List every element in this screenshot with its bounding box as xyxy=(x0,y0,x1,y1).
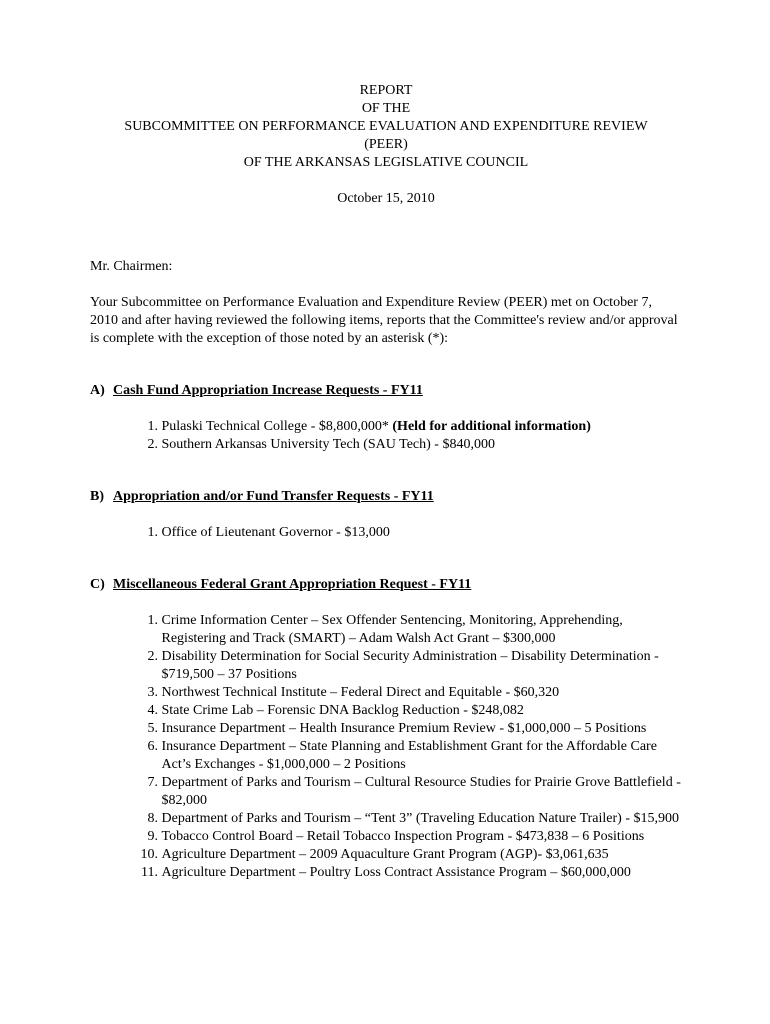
item-number: 1. xyxy=(147,613,158,628)
item-number: 6. xyxy=(147,739,158,754)
section-letter: C) xyxy=(90,577,105,592)
section-heading-a xyxy=(90,382,682,400)
item-number: 2. xyxy=(147,649,158,664)
item-text: Tobacco Control Board – Retail Tobacco Inspection Program - $473,838 – 6 Positions xyxy=(161,829,645,844)
item-text: Agriculture Department – 2009 Aquaculture Grant Program (AGP)- $3,061,635 xyxy=(161,847,609,862)
title-line-council: OF THE ARKANSAS LEGISLATIVE COUNCIL xyxy=(243,155,529,170)
item-text-wrap xyxy=(162,418,683,436)
section-heading-b xyxy=(90,488,682,506)
item-number: 4. xyxy=(147,703,158,718)
item-text: Department of Parks and Tourism – “Tent 3” (Traveling Education Nature Trailer) - $15,900 xyxy=(161,811,679,826)
item-note: (Held for additional information) xyxy=(388,419,591,434)
item-text: Crime Information Center – Sex Offender Sentencing, Monitoring, Apprehending, Registering and Track (SMART) – Adam Walsh Act Grant – $300,000 xyxy=(161,613,623,646)
section-c-list xyxy=(90,612,682,882)
list-item xyxy=(130,648,682,684)
section-heading-c xyxy=(90,576,682,594)
item-number: 11. xyxy=(141,865,158,880)
list-item xyxy=(130,738,682,774)
section-a-list xyxy=(90,418,682,454)
item-text: Northwest Technical Institute – Federal Direct and Equitable - $60,320 xyxy=(161,685,560,700)
item-text: Department of Parks and Tourism – Cultural Resource Studies for Prairie Grove Battlefield - $82,000 xyxy=(161,775,681,808)
list-item xyxy=(130,864,682,882)
list-item xyxy=(130,612,682,648)
title-line-report: REPORT xyxy=(359,83,413,98)
item-text: Pulaski Technical College - $8,800,000* xyxy=(161,419,389,434)
section-title: Miscellaneous Federal Grant Appropriation Request - FY11 xyxy=(113,577,472,592)
item-text: Southern Arkansas University Tech (SAU Tech) - $840,000 xyxy=(161,437,495,452)
section-letter: A) xyxy=(90,383,105,398)
list-item xyxy=(130,828,682,846)
list-item xyxy=(130,846,682,864)
section-letter: B) xyxy=(90,489,104,504)
title-line-subcommittee: SUBCOMMITTEE ON PERFORMANCE EVALUATION AND EXPENDITURE REVIEW xyxy=(124,119,648,134)
item-text: Insurance Department – Health Insurance Premium Review - $1,000,000 – 5 Positions xyxy=(161,721,647,736)
section-title: Appropriation and/or Fund Transfer Requests - FY11 xyxy=(113,489,434,504)
item-text: Agriculture Department – Poultry Loss Contract Assistance Program – $60,000,000 xyxy=(161,865,631,880)
list-item xyxy=(130,810,682,828)
list-item xyxy=(130,720,682,738)
list-item xyxy=(130,524,682,542)
report-title xyxy=(90,82,682,172)
report-date: October 15, 2010 xyxy=(337,191,435,206)
intro-paragraph: Your Subcommittee on Performance Evaluation and Expenditure Review (PEER) met on October 7, 2010 and after having reviewed the following items, reports that the Committee's review and/or approval is complete with the exception of those noted by an asterisk (*): xyxy=(90,295,678,346)
item-number: 3. xyxy=(147,685,158,700)
item-number: 7. xyxy=(147,775,158,790)
item-number: 8. xyxy=(147,811,158,826)
item-number: 9. xyxy=(147,829,158,844)
item-text: Office of Lieutenant Governor - $13,000 xyxy=(161,525,390,540)
list-item xyxy=(130,684,682,702)
item-text: Disability Determination for Social Security Administration – Disability Determination - $719,500 – 37 Positions xyxy=(161,649,659,682)
item-number: 5. xyxy=(147,721,158,736)
item-number: 1. xyxy=(147,419,158,434)
item-text: State Crime Lab – Forensic DNA Backlog Reduction - $248,082 xyxy=(161,703,524,718)
list-item xyxy=(130,702,682,720)
item-number: 1. xyxy=(147,525,158,540)
list-item xyxy=(130,418,682,436)
section-title: Cash Fund Appropriation Increase Requests - FY11 xyxy=(113,383,423,398)
list-item xyxy=(130,436,682,454)
title-line-of-the: OF THE xyxy=(361,101,411,116)
item-text: Insurance Department – State Planning and Establishment Grant for the Affordable Care Act’s Exchanges - $1,000,000 – 2 Positions xyxy=(161,739,657,772)
section-b-list xyxy=(90,524,682,542)
salutation: Mr. Chairmen: xyxy=(90,259,173,274)
item-number: 2. xyxy=(147,437,158,452)
title-line-peer: (PEER) xyxy=(364,137,408,152)
item-number: 10. xyxy=(140,847,158,862)
list-item xyxy=(130,774,682,810)
